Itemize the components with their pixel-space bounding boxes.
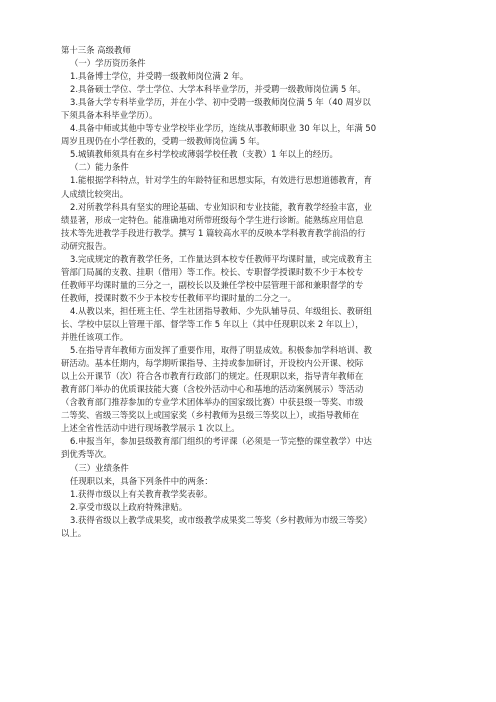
paragraph-line: （含教育部门推荐参加的专业学术团体举办的国家级比赛）中获县级一等奖、市级 (61, 397, 364, 408)
paragraph-line: 研活动。基本任期内，每学期听课指导、主持或参加研讨，开设校内公开课、校际 (61, 358, 364, 369)
paragraph-line: 下须具备本科毕业学历）。 (61, 110, 158, 121)
paragraph-line: 1.获得市级以上有关教育教学奖表彰。 (70, 488, 213, 499)
paragraph-line: 二等奖、省级三等奖以上或国家奖（乡村教师为县级三等奖以上），或指导教师在 (61, 410, 360, 421)
paragraph-line: 任教师，授课时数不少于本校专任教师平均课时量的二分之一。 (61, 292, 297, 303)
paragraph-line: 技术等先进教学手段进行教学。撰写 1 篇较高水平的反映本学科教育教学前沿的行 (61, 227, 366, 238)
paragraph-line: 周岁且现仍在小学任教的，受聘一级教师岗位满 5 年。 (61, 136, 265, 147)
paragraph-line: 3.具备大学专科毕业学历，并在小学、初中受聘一级教师岗位满 5 年（40 周岁以 (70, 97, 371, 108)
paragraph-line: 2.对所教学科具有坚实的理论基础、专业知识和专业技能，教育教学经验丰富，业 (70, 201, 372, 212)
document-page (61, 44, 438, 540)
paragraph-line: 2.享受市级以上政府特殊津贴。 (70, 501, 188, 512)
paragraph-line: 管部门局属的支教、挂职（借用）等工作。校长、专职督学授课时数不少于本校专 (61, 266, 364, 277)
paragraph-line: 1.能根据学科特点，针对学生的年龄特征和思想实际，有效进行思想道德教育，育 (70, 175, 372, 186)
section-heading-achievement: （三）业绩条件 (70, 462, 129, 473)
paragraph-line: 任现职以来，具备下列条件中的两条： (70, 475, 213, 486)
section-heading-ability: （二）能力条件 (70, 162, 129, 173)
paragraph-line: 教育部门举办的优质课技能大赛（含校外活动中心和基地的活动案例展示）等活动 (61, 384, 364, 395)
paragraph-line: 绩显著，形成一定特色。能准确地对所带班级每个学生进行诊断。能熟练应用信息 (61, 214, 364, 225)
paragraph-line: 动研究报告。 (61, 240, 112, 251)
paragraph-line: 5.城镇教师须具有在乡村学校或薄弱学校任教（支教）1 年以上的经历。 (70, 149, 338, 160)
paragraph-line: 5.在指导青年教师方面发挥了重要作用，取得了明显成效。积极参加学科培训、教 (70, 345, 372, 356)
paragraph-line: 长、学校中层以上管理干部、督学等工作 5 年以上（其中任现职以来 2 年以上）， (61, 318, 364, 329)
article-title: 第十三条 高级教师 (61, 45, 131, 55)
section-heading-qualification: （一）学历资历条件 (70, 58, 146, 69)
paragraph-line: 3.完成规定的教育教学任务，工作量达到本校专任教师平均课时量，或完成教育主 (70, 253, 372, 264)
paragraph-line: 4.从教以来，担任班主任、学生社团指导教师、少先队辅导员、年级组长、教研组 (70, 305, 372, 316)
paragraph-line: 6.申报当年，参加县级教育部门组织的考评课（必须是一节完整的课堂教学）中达 (70, 436, 372, 447)
paragraph-line: 任教师平均课时量的三分之一，副校长以及兼任学校中层管理干部和兼职督学的专 (61, 279, 364, 290)
paragraph-line: 到优秀等次。 (61, 449, 112, 460)
paragraph-line: 上述全省性活动中进行现场教学展示 1 次以上。 (61, 423, 240, 434)
paragraph-line: 以上公开课节（次）符合各市教育行政部门的规定。任现职以来，指导青年教师在 (61, 371, 364, 382)
paragraph-line: 3.获得省级以上教学成果奖，或市级教学成果奖二等奖（乡村教师为市级三等奖） (70, 514, 372, 525)
paragraph-line: 人成绩比较突出。 (61, 188, 129, 199)
paragraph-line: 1.具备博士学位，并受聘一级教师岗位满 2 年。 (70, 71, 249, 82)
paragraph-line: 以上。 (61, 527, 87, 538)
paragraph-line: 并胜任该项工作。 (61, 332, 129, 343)
paragraph-line: 2.具备硕士学位、学士学位、大学本科毕业学历，并受聘一级教师岗位满 5 年。 (70, 84, 366, 95)
paragraph-line: 4.具备中师或其他中等专业学校毕业学历，连续从事教师职业 30 年以上，年满 50 (70, 123, 377, 134)
